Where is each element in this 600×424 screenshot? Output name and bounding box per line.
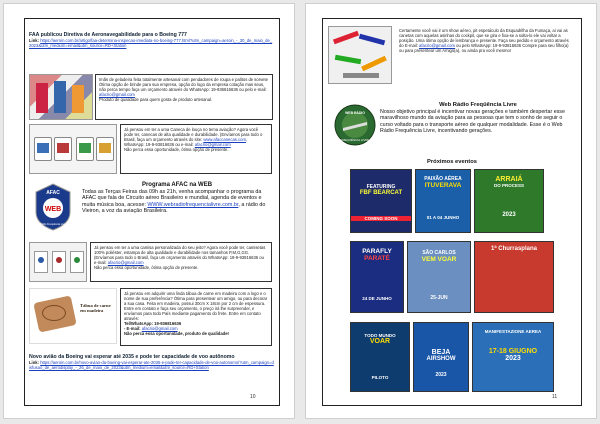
ad-magnets-text: Imãs de geladeira feita totalmente artesanal com pendadores de roupa e palitos de sorvete Ótima opção de brinde para sua empresa, opção do logo da empresa cotação mas seus, não perca tempo faça um orçamento através do WhatsApp: 19-936616636 ou pelo e-mail: — [99, 77, 269, 92]
ad-mugs-site[interactable]: www.afaccanecas.com — [203, 137, 246, 142]
ad-shirts — [90, 242, 272, 282]
page-number-left: 10 — [250, 394, 256, 400]
article-faa-link-label: Link: — [29, 38, 40, 43]
ad-pens — [396, 26, 576, 84]
ad-mugs-footer: Não perca essa oportunidade, ótima opção de presente. — [124, 147, 229, 152]
event-poster[interactable]: BEJA AIRSHOW 2023 — [413, 322, 469, 392]
afac-logo-sub: Rádio Frequência Livre — [39, 223, 67, 226]
ad-magnets-footer: Produto de qualidade para quem gosta de produto artesanal. — [99, 97, 213, 102]
board-label: Tábua de carne em madeira — [80, 303, 111, 314]
radio-block — [380, 102, 576, 135]
afac-logo-web: WEB — [44, 206, 62, 213]
ad-mugs-text: Já pensou em ter a uma Caneca de louça no tema aviação? Agora você pode ter, canecas de alta qualidade e durabilidade. (Envíamos para todo o Brasil, faça um orçamento através do site: — [124, 127, 263, 142]
article-faa-link[interactable]: https://aeroin.com.br/artigo/faa-determina-inspecao-imediata-no-boeing-777.html?utm_campaign=aeroin_-_30_de_maio_de_2023&utm_medium=email&utm_source=RD+Station — [29, 38, 273, 48]
ad-shirts-footer: Não perca essa oportunidade, ótima opção de presente. — [94, 265, 199, 270]
ad-magnets — [95, 74, 273, 120]
article-boeing-link-label: Link: — [29, 360, 40, 365]
afac-web-logo — [32, 182, 74, 232]
event-poster[interactable]: FEATURING FBF BEARCAT COMING SOON — [350, 169, 412, 233]
ad-mugs-contact: , WhatsApp: 19-9-93816636 ou e-mail: — [124, 137, 248, 147]
ad-radio-title: Programa AFAC na WEB — [141, 182, 213, 188]
event-poster[interactable]: PARAFLY PARATÉ 24 DE JUNHO — [350, 241, 404, 313]
article-boeing-title: Novo avião da Boeing vai esperar até 2035 e pode ter capacidade de voo autônomo — [29, 354, 235, 360]
ad-mugs-email[interactable]: afacrio@gmail.com — [194, 142, 231, 147]
mugs-image — [29, 124, 117, 174]
ad-board-whats: Tel/WhatsApp: 19-936816636 — [124, 321, 182, 326]
ad-radio-url[interactable]: WWW.webradiofrequencialivre.com.br — [147, 201, 239, 208]
ad-board-email-label: - E-mail: — [124, 326, 141, 331]
events-title: Próximos eventos — [427, 159, 477, 165]
board-image — [29, 288, 117, 344]
ad-magnets-email[interactable]: afacrio@gmail.com — [99, 92, 135, 97]
radio-logo-line2: FREQUÊNCIA LIVRE — [340, 138, 370, 142]
article-faa — [29, 32, 274, 48]
afac-logo-top: AFAC — [46, 190, 60, 196]
ad-shirts-email[interactable]: afacrio@gmail.com — [107, 260, 144, 265]
page-number-right: 11 — [552, 394, 558, 400]
event-poster[interactable]: TODO MUNDO VOAR PILOTO — [350, 322, 410, 392]
event-poster[interactable]: MANIFESTAZIONE AEREA 17-18 GIUGNO 2023 — [472, 322, 554, 392]
article-faa-title: FAA publicou Diretiva de Aeronavegabilidade para o Boeing 777 — [29, 32, 187, 38]
article-boeing-link[interactable]: https://aeroin.com.br/novo-aviao-da-boeing-vai-esperar-ate-2035-e-pode-ter-capacidade-de-voo-autonomo/?utm_campaign=disfusao_de_aerodisplay_-_26_de_maio_de_2023&utm_medium=email&utm_source=RD+Station — [29, 360, 274, 370]
pens-image — [328, 26, 392, 84]
event-poster[interactable]: 1ª Churrasplana — [474, 241, 554, 313]
ad-radio-tail: , a rádio do Vieiron, a voz da aviação Brasileira. — [82, 201, 266, 215]
ad-shirts-text: Já pensou em ter a uma camisa personalizada do seu jeito? Agora você pode ter, camisetas 100% poliéster, estampa de alta qualidade e durabilidade nos tamanhos P,M,G,GG. (Envíamos para todo o Brasil, faça um orçamento através do WhatsApp: 19-9-93816636 ou e-mail: — [94, 245, 266, 265]
radio-logo-line1: WEB RÁDIO — [345, 111, 365, 115]
ad-board — [120, 288, 272, 346]
left-page — [3, 3, 295, 419]
magnets-image — [29, 74, 93, 120]
shirts-image — [29, 242, 87, 282]
right-page — [305, 3, 597, 419]
ad-pens-text: Certamente você vai ir um show aéreo, pit espetáculo da Esquadrilha da Fumaça, ai vai as canetas com aquelas asinhas do cockpit, que se gira e fixa-se a solta-lo ele vai voltar a posição. Uma ótima opção de lembrança e presente. Faça seu pedido e orçamento através do E-mail: — [399, 28, 569, 48]
ad-pens-contact: ou pelo WhatsApp: 19-9-93816636 Compre para seu filho(a) ou para presentear um Amigo(a), ou ainda pra você mesmo! — [399, 43, 569, 53]
event-poster[interactable]: PAIXÃO AÉREA ITUVERAVA 01 A 04 JUNHO — [415, 169, 471, 233]
ad-radio-text: Todas as Terças Feiras das 09h as 21h, venha acompanhar o programa da AFAC que fala de Circuito aéreo Brasileiro e mundial, agenda de eventos e muita música boa, acesse: — [82, 188, 262, 208]
ad-board-text: Já pensou em adquirir uma linda tábua de carne em madeira com a logo e o nome de sua preferência? Ótima para presentear um amigo, ou para decorar a sua casa. Feita em madeira, possui 30cm X 18cm por 2 cm de espessura. Entre em contato e faça seu orçamento, o preço irá lhe surpreender, e envíamos para todo País mediante pagamento do frete. Entre em contato através: — [124, 291, 268, 321]
ad-board-footer: Não perca essa oportunidade, produto de qualidade! — [124, 331, 229, 336]
ad-mugs — [120, 124, 272, 174]
event-poster[interactable]: ARRAIÁ DO PROCESS 2023 — [474, 169, 544, 233]
article-boeing — [29, 354, 274, 370]
radio-block-title: Web Rádio Freqüência Livre — [439, 102, 517, 108]
radio-block-text: Nosso objetivo principal é incentivar novas gerações e também despertar esse maravilhoso mundo da aviação para as pessoas que tem o sonho de seguir o curso voltado para o transporte aéreo de qualquer modalidade. Esse é o Web Rádio Frequência Livre, incentivando gerações. — [380, 108, 565, 134]
ad-board-email[interactable]: afacrio@gmail.com — [141, 326, 178, 331]
event-poster[interactable]: SÃO CARLOS VEM VOAR 25-JUN — [407, 241, 471, 313]
radio-logo — [334, 104, 376, 146]
ad-pens-email[interactable]: afacrio@gmail.com — [419, 43, 455, 48]
ad-radio — [82, 182, 272, 215]
